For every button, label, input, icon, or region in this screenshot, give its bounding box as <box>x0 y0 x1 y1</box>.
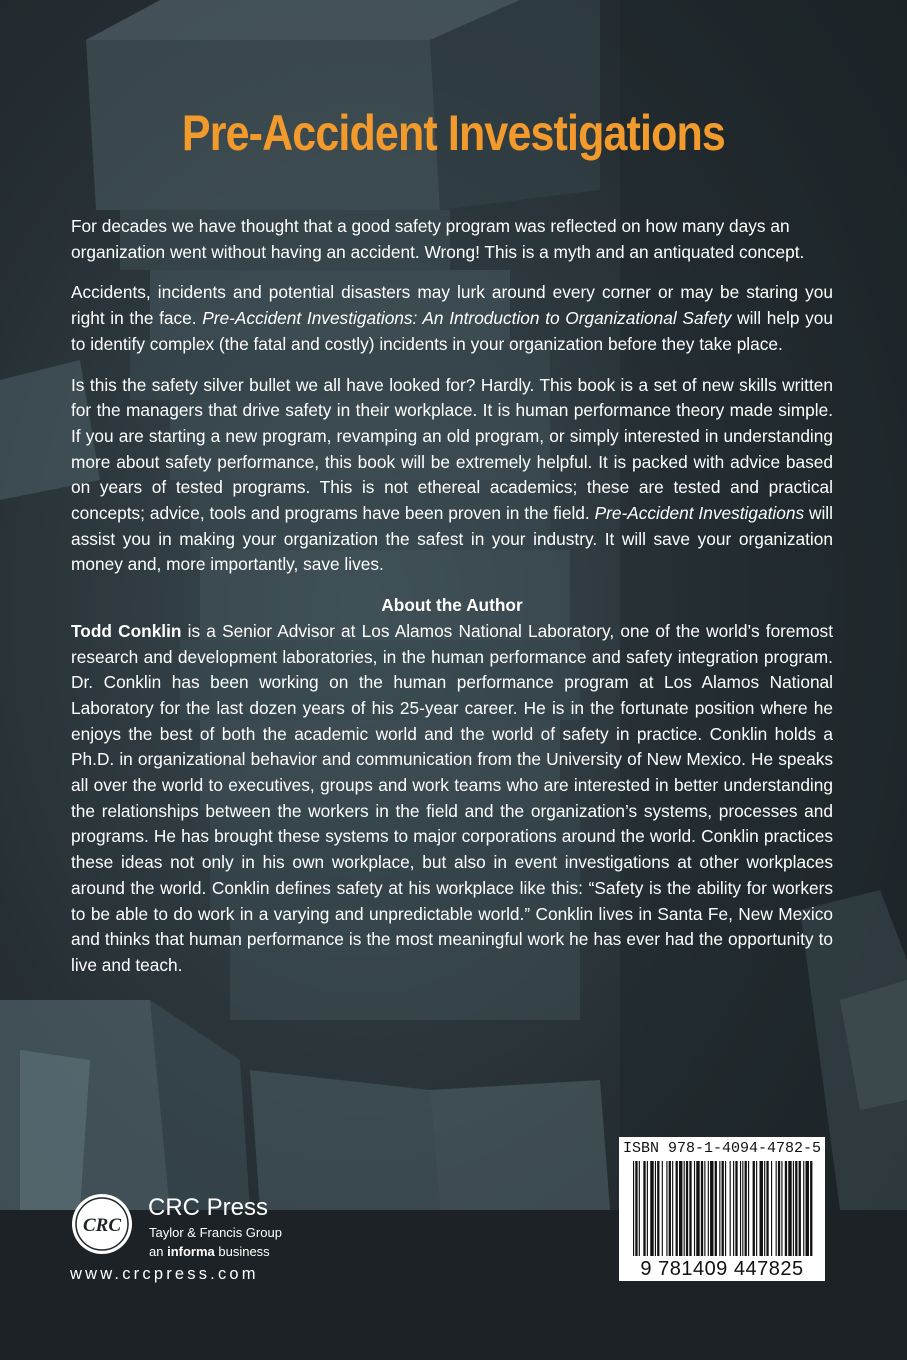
author-name: Todd Conklin <box>71 620 182 641</box>
barcode-bar <box>684 1161 685 1256</box>
barcode-bar <box>771 1161 772 1256</box>
barcode-bar <box>806 1161 809 1256</box>
barcode-bar <box>650 1161 653 1256</box>
barcode-bar <box>785 1161 787 1256</box>
blurb-text: will assist you in making your organization the safest in your industry. It will save your organization money and, more importantly, save lives. <box>71 503 833 575</box>
barcode-bar <box>689 1161 691 1256</box>
barcode-bar <box>657 1161 659 1256</box>
blurb-paragraph-2 <box>71 280 833 357</box>
publisher-block <box>70 1192 330 1292</box>
barcode-bar <box>740 1161 741 1256</box>
blurb-paragraph-1: For decades we have thought that a good safety program was reflected on how many days an organization went without having an accident. Wrong! This is a myth and an antiquated concept. <box>71 216 805 262</box>
blurb-paragraph-3 <box>71 373 833 579</box>
barcode-bar <box>686 1161 688 1256</box>
isbn-label: ISBN 978-1-4094-4782-5 <box>622 1140 822 1157</box>
barcode-bar <box>799 1161 801 1256</box>
barcode-bar <box>760 1161 763 1256</box>
publisher-group: Taylor & Francis Group <box>149 1225 282 1240</box>
barcode-bar <box>710 1161 713 1256</box>
barcode-bar <box>745 1161 747 1256</box>
barcode-bar <box>704 1161 705 1256</box>
publisher-business <box>149 1244 270 1259</box>
barcode-bar <box>742 1161 743 1256</box>
crc-logo-icon <box>70 1192 134 1256</box>
barcode-bar <box>810 1161 812 1256</box>
barcode-bar <box>730 1161 731 1256</box>
barcode-bar <box>669 1161 671 1256</box>
barcode-bar <box>735 1161 737 1256</box>
barcode-bar <box>753 1161 755 1256</box>
barcode-bar <box>793 1161 794 1256</box>
blurb-text: Is this the safety silver bullet we all have looked for? Hardly. This book is a set of new skills written for the managers that drive safety in their workplace. It is human performance theory made simple. If you are starting a new program, revamping an old program, or simply interested in understanding more about safety performance, this book will be extremely helpful. It is packed with advice based on years of tested programs. This is not ethereal academics; these are tested and practical concepts; advice, tools and programs have been proven in the field. <box>71 374 833 524</box>
blurb-text: Accidents, incidents and potential disasters may lurk around every corner or may be staring you right in the face. <box>71 282 833 329</box>
barcode-bar <box>795 1161 797 1256</box>
barcode-bar <box>643 1161 645 1256</box>
publisher-business-prefix: an <box>149 1244 168 1259</box>
author-bio-text: is a Senior Advisor at Los Alamos National Laboratory, one of the world’s foremost research and development laboratories, in the human performance and safety integration program. Dr. Conklin has been working on the human performance program at Los Alamos National Laboratory for the last dozen years of his 25-year career. He is in the fortunate position where he enjoys the best of both the academic world and the world of safety in practice. Conklin holds a Ph.D. in organizational behavior and communication from the University of New Mexico. He speaks all over the world to executives, groups and work teams who are interested in better understanding the relationships between the workers in the field and the organization’s systems, processes and programs. He has brought these systems to major corporations around the world. Conklin practices these ideas not only in his own workplace, but also in event investigations at other workplaces around the world. Conklin defines safety at his workplace like this: “Safety is the ability for workers to be able to do work in a varying and unpredictable world.” Conklin lives in Santa Fe, New Mexico and thinks that human performance is the most meaningful work he has ever had the opportunity to live and teach. <box>71 620 833 975</box>
barcode-bar <box>788 1161 791 1256</box>
barcode-bar <box>725 1161 726 1256</box>
barcode-bar <box>676 1161 678 1256</box>
book-title: Pre-Accident Investigations <box>181 105 725 161</box>
barcode-bar <box>708 1161 709 1256</box>
publisher-name: CRC Press <box>148 1194 269 1221</box>
book-full-title: Pre-Accident Investigations: An Introduction to Organizational Safety <box>202 308 732 329</box>
barcode-bar <box>647 1161 648 1256</box>
barcode-bar <box>662 1161 663 1256</box>
barcode-bar <box>715 1161 717 1256</box>
barcode-bar <box>776 1161 777 1256</box>
barcode-digits: 9 781409 447825 <box>640 1258 804 1280</box>
barcode-bar <box>722 1161 724 1256</box>
barcode-bar <box>655 1161 656 1256</box>
publisher-url: www.crcpress.com <box>70 1265 259 1283</box>
barcode-bar <box>781 1161 782 1256</box>
about-author-heading: About the Author <box>381 595 523 616</box>
barcode-bar <box>633 1161 634 1256</box>
barcode-bar <box>672 1161 673 1256</box>
publisher-business-suffix: business <box>214 1244 270 1259</box>
barcode-bar <box>696 1161 699 1256</box>
barcode-bar <box>764 1161 765 1256</box>
barcode-bar <box>766 1161 768 1256</box>
author-bio <box>71 619 833 979</box>
barcode-bar <box>778 1161 780 1256</box>
isbn-barcode <box>619 1137 825 1281</box>
book-short-title: Pre-Accident Investigations <box>594 503 805 524</box>
barcode-bar <box>733 1161 734 1256</box>
blurb <box>71 214 833 994</box>
barcode-bar <box>701 1161 703 1256</box>
barcode-bar <box>756 1161 757 1256</box>
barcode-bar <box>694 1161 695 1256</box>
barcode-bar <box>666 1161 667 1256</box>
barcode-bar <box>635 1161 637 1256</box>
barcode-bar <box>803 1161 804 1256</box>
barcode-bar <box>748 1161 749 1256</box>
barcode-bar <box>639 1161 640 1256</box>
crc-logo-text: CRC <box>82 1215 122 1236</box>
barcode-bar <box>679 1161 682 1256</box>
blurb-text: will help you to identify complex (the fatal and costly) incidents in your organization before they take place. <box>71 308 833 354</box>
informa-brand: informa <box>167 1244 215 1259</box>
barcode-bar <box>719 1161 720 1256</box>
